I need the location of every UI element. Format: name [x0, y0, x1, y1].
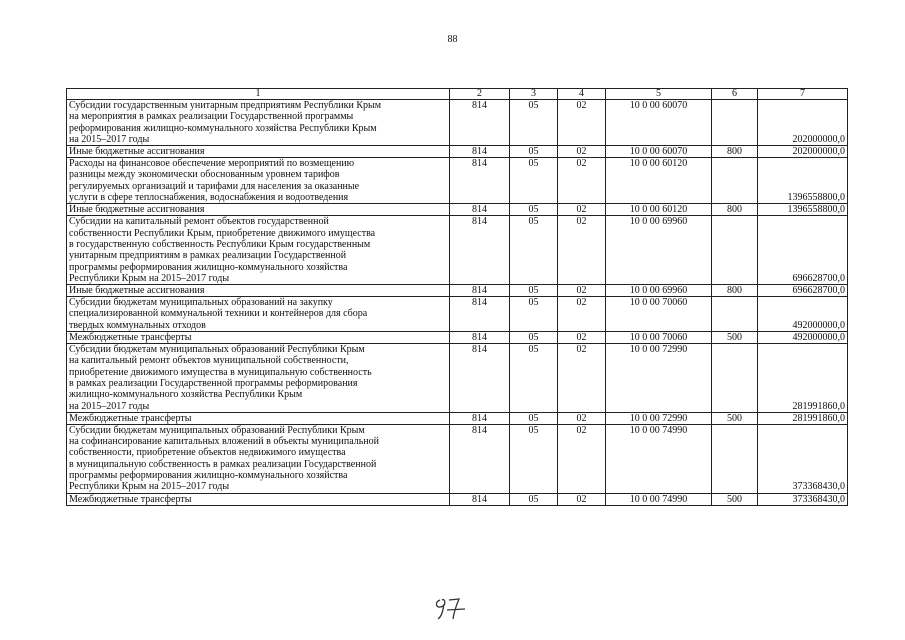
table-row [67, 424, 848, 493]
row-code: 814 [450, 146, 510, 158]
row-code: 02 [558, 297, 606, 332]
row-code: 10 0 00 74990 [606, 424, 712, 493]
column-header: 7 [758, 89, 848, 100]
table-header-row [67, 89, 848, 100]
row-code [712, 344, 758, 413]
row-code: 10 0 00 60070 [606, 146, 712, 158]
row-description: Межбюджетные трансферты [67, 332, 450, 344]
table-row [67, 332, 848, 344]
row-code: 05 [510, 146, 558, 158]
column-header: 2 [450, 89, 510, 100]
row-code: 05 [510, 158, 558, 204]
row-amount: 281991860,0 [758, 412, 848, 424]
row-amount: 696628700,0 [758, 216, 848, 285]
row-code: 800 [712, 204, 758, 216]
row-code: 05 [510, 297, 558, 332]
row-amount: 202000000,0 [758, 100, 848, 146]
row-code: 10 0 00 72990 [606, 344, 712, 413]
column-header: 6 [712, 89, 758, 100]
row-amount: 492000000,0 [758, 332, 848, 344]
row-code: 02 [558, 332, 606, 344]
row-code: 05 [510, 285, 558, 297]
table-row [67, 204, 848, 216]
table-row [67, 285, 848, 297]
row-code: 814 [450, 216, 510, 285]
table-row [67, 412, 848, 424]
column-header: 4 [558, 89, 606, 100]
row-amount: 696628700,0 [758, 285, 848, 297]
row-code: 500 [712, 332, 758, 344]
table-row [67, 216, 848, 285]
row-code: 10 0 00 72990 [606, 412, 712, 424]
row-code: 02 [558, 146, 606, 158]
row-code: 05 [510, 344, 558, 413]
row-description: Субсидии бюджетам муниципальных образований Республики Крым на софинансирование капитальных вложений в объекты муниципальной собственности, приобретение объектов недвижимого имущества в муниципальную собственность в рамках реализации Государственной программы реформирования жилищно-коммунального хозяйства Республики Крым на 2015–2017 годы [67, 424, 450, 493]
row-code: 814 [450, 344, 510, 413]
row-code: 05 [510, 216, 558, 285]
row-code: 814 [450, 424, 510, 493]
column-header: 1 [67, 89, 450, 100]
row-code: 02 [558, 493, 606, 505]
table-row [67, 493, 848, 505]
row-code: 814 [450, 158, 510, 204]
row-description: Иные бюджетные ассигнования [67, 204, 450, 216]
row-code: 814 [450, 285, 510, 297]
table-row [67, 100, 848, 146]
row-amount: 492000000,0 [758, 297, 848, 332]
row-description: Межбюджетные трансферты [67, 412, 450, 424]
row-code [712, 297, 758, 332]
row-code: 814 [450, 493, 510, 505]
row-code: 02 [558, 100, 606, 146]
row-code: 10 0 00 69960 [606, 285, 712, 297]
row-code: 10 0 00 70060 [606, 332, 712, 344]
row-code: 02 [558, 285, 606, 297]
row-code: 05 [510, 493, 558, 505]
handwritten-signature [432, 592, 472, 622]
row-code: 10 0 00 60120 [606, 204, 712, 216]
row-description: Межбюджетные трансферты [67, 493, 450, 505]
row-code [712, 424, 758, 493]
row-code: 10 0 00 69960 [606, 216, 712, 285]
row-description: Иные бюджетные ассигнования [67, 146, 450, 158]
column-header: 3 [510, 89, 558, 100]
row-code: 10 0 00 70060 [606, 297, 712, 332]
row-amount: 281991860,0 [758, 344, 848, 413]
row-code: 02 [558, 158, 606, 204]
row-code: 05 [510, 100, 558, 146]
row-code: 10 0 00 74990 [606, 493, 712, 505]
row-amount: 1396558800,0 [758, 158, 848, 204]
row-code: 02 [558, 412, 606, 424]
table-row [67, 344, 848, 413]
table-row [67, 297, 848, 332]
row-code: 05 [510, 332, 558, 344]
row-code: 814 [450, 412, 510, 424]
row-code: 814 [450, 100, 510, 146]
row-amount: 373368430,0 [758, 493, 848, 505]
row-code: 02 [558, 204, 606, 216]
row-code: 05 [510, 424, 558, 493]
row-description: Субсидии бюджетам муниципальных образований на закупку специализированной коммунальной техники и контейнеров для сбора твердых коммунальных отходов [67, 297, 450, 332]
table-row [67, 158, 848, 204]
row-code: 05 [510, 412, 558, 424]
row-code [712, 216, 758, 285]
row-description: Иные бюджетные ассигнования [67, 285, 450, 297]
row-code: 814 [450, 332, 510, 344]
column-header: 5 [606, 89, 712, 100]
row-amount: 373368430,0 [758, 424, 848, 493]
row-amount: 1396558800,0 [758, 204, 848, 216]
row-amount: 202000000,0 [758, 146, 848, 158]
row-code: 10 0 00 60120 [606, 158, 712, 204]
budget-table [66, 88, 848, 506]
row-description: Субсидии бюджетам муниципальных образований Республики Крым на капитальный ремонт объектов муниципальной собственности, приобретение движимого имущества в муниципальную собственность в рамках реализации Государственной программы реформирования жилищно-коммунального хозяйства Республики Крым на 2015–2017 годы [67, 344, 450, 413]
row-code: 02 [558, 216, 606, 285]
row-code: 02 [558, 344, 606, 413]
row-code: 814 [450, 297, 510, 332]
row-code: 02 [558, 424, 606, 493]
page-number: 88 [447, 34, 458, 45]
row-code: 814 [450, 204, 510, 216]
row-code: 500 [712, 412, 758, 424]
row-code: 10 0 00 60070 [606, 100, 712, 146]
row-description: Расходы на финансовое обеспечение мероприятий по возмещению разницы между экономически обоснованным уровнем тарифов регулируемых организаций и тарифами для населения за оказанные услуги в сфере теплоснабжения, водоснабжения и водоотведения [67, 158, 450, 204]
row-code: 500 [712, 493, 758, 505]
row-code [712, 100, 758, 146]
table-row [67, 146, 848, 158]
row-code: 800 [712, 285, 758, 297]
row-code: 05 [510, 204, 558, 216]
row-code: 800 [712, 146, 758, 158]
row-description: Субсидии государственным унитарным предприятиям Республики Крым на мероприятия в рамках реализации Государственной программы реформирования жилищно-коммунального хозяйства Республики Крым на 2015–2017 годы [67, 100, 450, 146]
row-description: Субсидии на капитальный ремонт объектов государственной собственности Республики Крым, приобретение движимого имущества в государственную собственность Республики Крым государственным унитарным предприятиям в рамках реализации Государственной программы реформирования жилищно-коммунального хозяйства Республики Крым на 2015–2017 годы [67, 216, 450, 285]
row-code [712, 158, 758, 204]
